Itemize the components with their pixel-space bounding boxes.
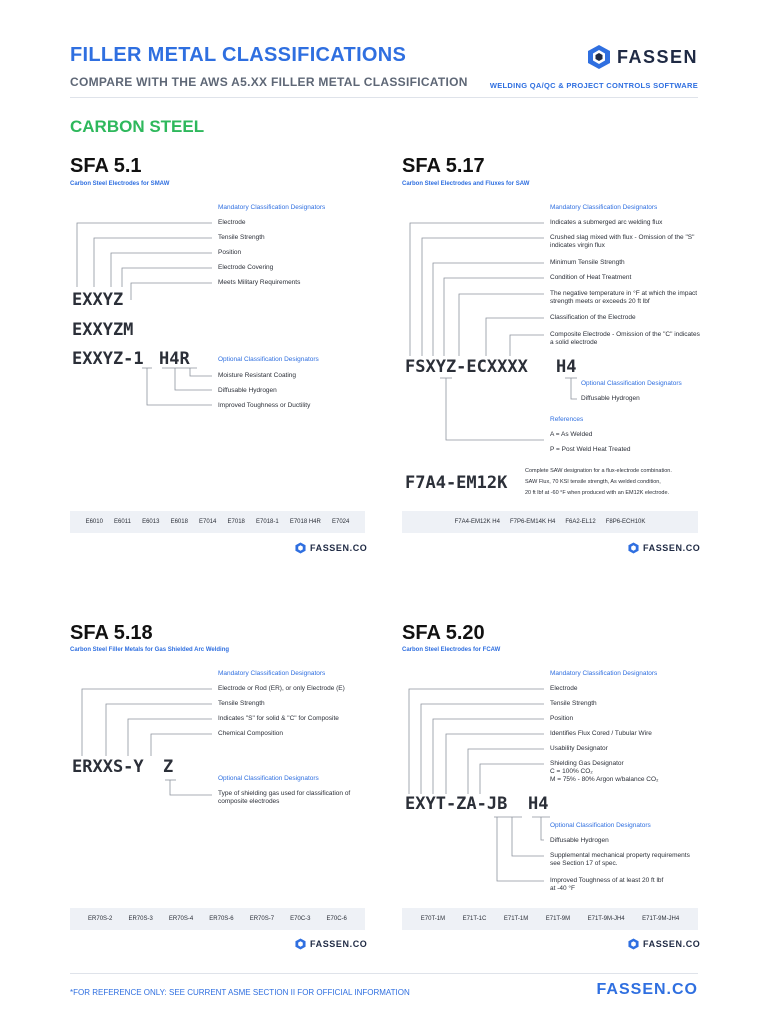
sfa517-mandatory-heading: Mandatory Classification Designators [550,204,658,211]
sfa518-brand-mark: FASSEN.CO [295,938,367,950]
sfa517-example-note: Complete SAW designation for a flux-electrode combination. SAW Flux, 70 KSI tensile strength, As welded condition, 20 ft lbf at -60 °F when produced with an EM12K electrode. [525,468,672,496]
sfa51-brand-mark: FASSEN.CO [295,542,367,554]
example-code: E6013 [142,519,160,525]
sfa517-code-optional: H4 [556,357,577,377]
sfa51-designator: Meets Military Requirements [218,279,301,286]
sfa517-optional-heading: Optional Classification Designators [581,380,682,387]
sfa517-reference: A = As Welded [550,431,593,438]
example-code: E71T-9M [545,916,571,922]
sfa518-mandatory-heading: Mandatory Classification Designators [218,670,326,677]
sfa51-designator: Electrode Covering [218,264,274,271]
sfa51-code-optional: H4R [159,349,190,369]
sfa520-brand-mark: FASSEN.CO [628,938,700,950]
sfa520-code-optional: H4 [528,794,549,814]
example-code: E7024 [331,519,350,525]
sfa517-designator: Indicates a submerged arc welding flux [550,219,663,226]
sfa517-optional-item: Diffusable Hydrogen [581,395,640,402]
sfa517-designator: Composite Electrode - Omission of the "C" indicates a solid electrode [550,331,700,346]
example-code: E7018-1 [256,519,279,525]
example-code: E71T-1C [462,916,487,922]
sfa520-designator: Usability Designator [550,745,608,752]
example-code: E71T-9M-JH4 [587,916,625,922]
footer-brand[interactable]: FASSEN.CO [596,981,698,998]
sfa520-code: EXYT-ZA-JB [405,794,508,814]
sfa51-mandatory-heading: Mandatory Classification Designators [218,204,326,211]
sfa517-designator: The negative temperature in °F at which the impact strength meets or exceeds 20 ft lbf [550,290,698,305]
example-code: E7018 [227,519,245,525]
sfa51-optional-heading: Optional Classification Designators [218,356,319,363]
sfa520-designator: Tensile Strength [550,700,597,707]
sfa517-code: FSXYZ-ECXXXX [405,357,528,377]
sfa517-brand-mark: FASSEN.CO [628,542,700,554]
sfa517-subtitle: Carbon Steel Electrodes and Fluxes for SAW [402,181,530,187]
example-code: E6011 [114,519,131,525]
sfa518-designator: Chemical Composition [218,730,284,737]
sfa517-designator: Crushed slag mixed with flux - Omission of the "S" indicates virgin flux [550,234,695,249]
example-code: E70C-6 [326,916,347,922]
sfa520-designator: Identifies Flux Cored / Tubular Wire [550,730,652,737]
sfa51-code: EXXYZ [72,290,124,310]
example-code: ER70S-6 [209,916,234,922]
sfa520-optional-item: Improved Toughness of at least 20 ft lbf at -40 °F [550,877,664,892]
sfa518-designator: Electrode or Rod (ER), or only Electrode (E) [218,685,345,692]
sfa517-designator: Minimum Tensile Strength [550,259,625,266]
sfa520-examples-bar [402,908,698,930]
sfa517-designator: Classification of the Electrode [550,314,636,321]
sfa51-code: EXXYZ-1 [72,349,144,369]
example-code: E70C-3 [290,916,311,922]
example-code: F6A2-EL12 [565,519,596,525]
sfa517-designator: Condition of Heat Treatment [550,274,632,281]
example-code: ER70S-3 [128,916,153,922]
sfa520-mandatory-heading: Mandatory Classification Designators [550,670,658,677]
sfa518-optional-item: Type of shielding gas used for classification of composite electrodes [218,790,351,805]
sfa517-example-code: F7A4-EM12K [405,473,508,493]
brand-tagline: WELDING QA/QC & PROJECT CONTROLS SOFTWARE [489,81,698,90]
example-code: E71T-1M [503,916,529,922]
example-code: E70T-1M [420,916,446,922]
sfa51-title: SFA 5.1 [70,155,142,177]
sfa517-title: SFA 5.17 [402,155,485,177]
sfa51-designator: Electrode [218,219,246,226]
example-code: F8P6-ECH10K [605,519,646,525]
example-code: E6010 [85,519,103,525]
sfa520-designator: C = 100% CO₂ [550,768,593,775]
sfa520-designator: Electrode [550,685,578,692]
footer-divider [70,973,698,974]
sfa518-designator: Tensile Strength [218,700,265,707]
sfa518-optional-heading: Optional Classification Designators [218,775,319,782]
sfa518-code-optional: Z [163,757,174,777]
example-code: E7018 H4R [289,519,321,525]
sfa51-subtitle: Carbon Steel Electrodes for SMAW [70,181,170,187]
sfa51-code: EXXYZM [72,320,134,340]
sfa51-optional-item: Moisture Resistant Coating [218,372,297,379]
sfa520-optional-item: Diffusable Hydrogen [550,837,609,844]
sfa518-title: SFA 5.18 [70,622,153,644]
example-code: E71T-9M-JH4 [642,916,680,922]
sfa520-optional-item: Supplemental mechanical property requirements see Section 17 of spec. [550,852,690,867]
page-title: FILLER METAL CLASSIFICATIONS [70,44,407,66]
sfa520-designator: M = 75% - 80% Argon w/balance CO₂ [550,776,659,783]
sfa518-code: ERXXS-Y [72,757,144,777]
sfa51-optional-item: Diffusable Hydrogen [218,387,277,394]
example-code: E6018 [170,519,188,525]
sfa518-designator: Indicates "S" for solid & "C" for Composite [218,715,339,722]
sfa51-designator: Tensile Strength [218,234,265,241]
sfa520-designator: Position [550,715,574,722]
sfa520-subtitle: Carbon Steel Electrodes for FCAW [402,647,501,653]
footnote: *FOR REFERENCE ONLY: SEE CURRENT ASME SECTION II FOR OFFICIAL INFORMATION [70,988,410,997]
section-title: CARBON STEEL [70,117,205,136]
example-code: F7A4-EM12K H4 [454,519,500,525]
hexagon-logo-icon [628,938,639,950]
sfa520-designator: Shielding Gas Designator [550,760,624,767]
example-code: ER70S-4 [168,916,194,922]
example-code: F7P6-EM14K H4 [509,519,556,525]
sfa51-optional-item: Improved Toughness or Ductility [218,402,311,409]
example-code: E7014 [199,519,217,525]
example-code: ER70S-7 [249,916,275,922]
sfa518-subtitle: Carbon Steel Filler Metals for Gas Shielded Arc Welding [70,647,230,653]
example-code: ER70S-2 [88,916,113,922]
brand-name: FASSEN [616,46,698,67]
sfa520-title: SFA 5.20 [402,622,485,644]
sfa517-references-heading: References [550,416,584,423]
sfa51-designator: Position [218,249,242,256]
sfa520-optional-heading: Optional Classification Designators [550,822,651,829]
sfa517-reference: P = Post Weld Heat Treated [550,446,631,453]
page-subtitle: COMPARE WITH THE AWS A5.XX FILLER METAL CLASSIFICATION [70,75,468,89]
